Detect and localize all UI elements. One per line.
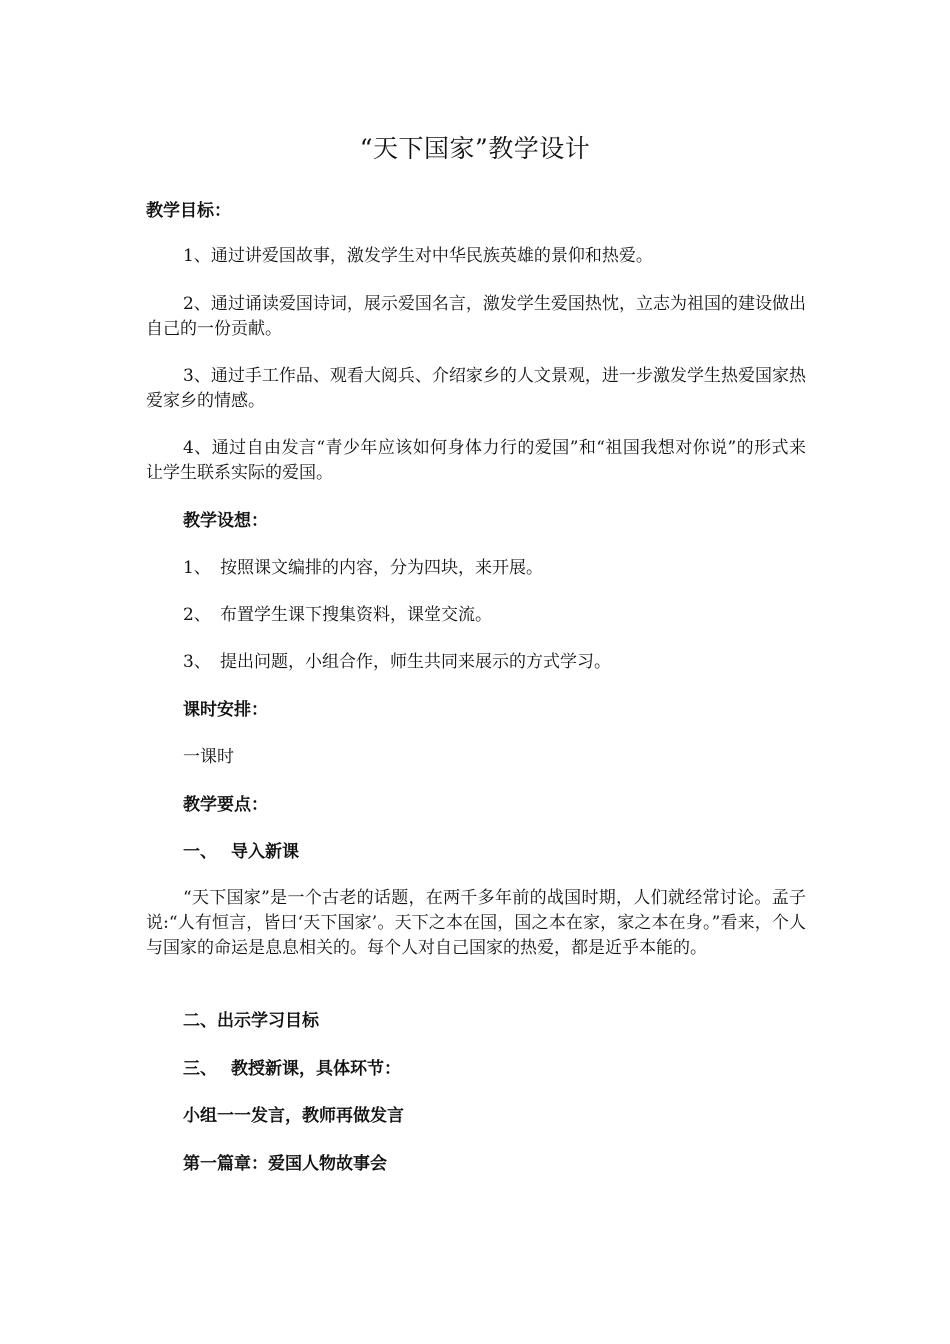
section1-title: 导入新课 (231, 842, 299, 862)
objectives-heading: 教学目标： (146, 201, 231, 221)
design-item-1 (183, 555, 806, 581)
schedule-heading: 课时安排： (183, 700, 268, 720)
section2-heading: 二、出示学习目标 (183, 1011, 319, 1031)
objective-item-3: 3、通过手工作品、观看大阅兵、介绍家乡的人文景观，进一步激发学生热爱国家热爱家乡的情感。 (146, 366, 806, 411)
keypoints-heading: 教学要点： (183, 795, 268, 815)
section1-paragraph: “天下国家”是一个古老的话题，在两千多年前的战国时期，人们就经常讨论。孟子说:“人有恒言，皆曰‘天下国家’。天下之本在国，国之本在家，家之本在身。”看来，个人与国家的命运是息息相关的。每个人对自己国家的热爱，都是近乎本能的。 (146, 888, 806, 958)
section3-title: 教授新课，具体环节： (231, 1059, 401, 1079)
design-item-2 (183, 602, 806, 628)
design-heading: 教学设想： (183, 511, 268, 531)
objective-item-4: 4、通过自由发言“青少年应该如何身体力行的爱国”和“祖国我想对你说”的形式来让学生联系实际的爱国。 (146, 438, 806, 483)
design-item-text: 提出问题，小组合作，师生共同来展示的方式学习。 (220, 652, 611, 672)
design-item-number: 2、 (183, 605, 211, 625)
document-title: “天下国家”教学设计 (359, 134, 591, 163)
objective-item-2: 2、通过诵读爱国诗词，展示爱国名言，激发学生爱国热忱，立志为祖国的建设做出自己的一份贡献。 (146, 294, 806, 339)
schedule-value: 一课时 (183, 747, 234, 767)
design-item-3 (183, 649, 806, 675)
design-item-text: 布置学生课下搜集资料，课堂交流。 (220, 605, 492, 625)
section3-number: 三、 (183, 1059, 217, 1079)
group-discussion-line: 小组一一发言，教师再做发言 (183, 1106, 404, 1126)
section1-number: 一、 (183, 842, 217, 862)
section1-heading (183, 839, 806, 865)
chapter1-heading: 第一篇章：爱国人物故事会 (183, 1154, 387, 1174)
objective-item-1: 1、通过讲爱国故事，激发学生对中华民族英雄的景仰和热爱。 (183, 246, 653, 266)
design-item-number: 3、 (183, 652, 211, 672)
section3-heading (183, 1056, 806, 1082)
design-item-number: 1、 (183, 558, 211, 578)
design-item-text: 按照课文编排的内容，分为四块，来开展。 (220, 558, 543, 578)
